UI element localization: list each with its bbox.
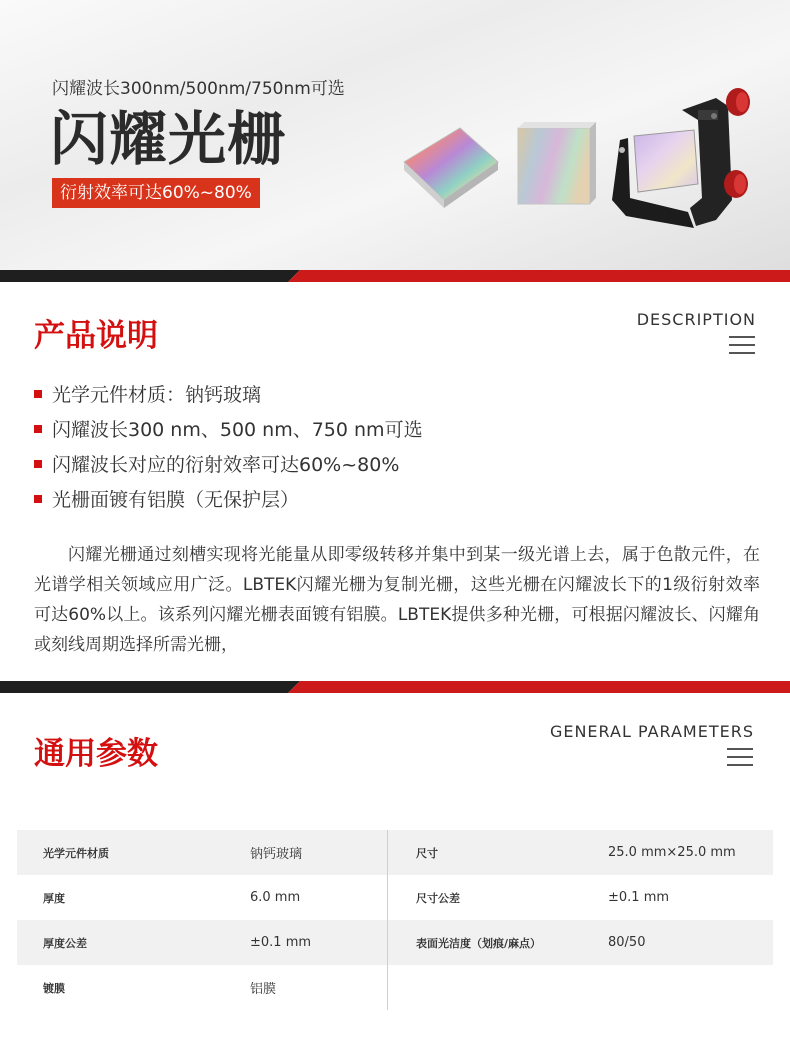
param-value [608,965,773,1010]
param-value: ±0.1 mm [250,920,388,965]
param-value: 铝膜 [250,965,388,1010]
table-row [17,830,773,875]
menu-icon [727,748,753,768]
param-key: 尺寸公差 [388,875,609,920]
hero-title: 闪耀光栅 [50,105,287,173]
param-value: ±0.1 mm [608,875,773,920]
param-value: 钠钙玻璃 [250,830,388,875]
hero-banner [0,0,790,270]
param-value: 6.0 mm [250,875,388,920]
param-key: 尺寸 [388,830,609,875]
param-key: 表面光洁度（划痕/麻点） [388,920,609,965]
description-section-title-en: DESCRIPTION [636,310,756,329]
feature-item: 闪耀波长对应的衍射效率可达60%~80% [34,450,423,485]
bullet-square-icon [34,390,42,398]
param-key [388,965,609,1010]
param-value: 80/50 [608,920,773,965]
params-table [17,830,773,1010]
table-row [17,875,773,920]
divider-dark-segment [0,681,300,693]
params-section-title-en: GENERAL PARAMETERS [549,722,754,741]
bullet-square-icon [34,425,42,433]
param-key: 厚度 [17,875,250,920]
section-divider [0,681,790,693]
description-paragraph: 闪耀光栅通过刻槽实现将光能量从即零级转移并集中到某一级光谱上去，属于色散元件，在光谱学相关领域应用广泛。LBTEK闪耀光栅为复制光栅，这些光栅在闪耀波长下的1级衍射效率可达60%以上。该系列闪耀光栅表面镀有铝膜。LBTEK提供多种光栅，可根据闪耀波长、闪耀角或刻线周期选择所需光栅， [34,545,760,655]
table-row [17,920,773,965]
grating-products-image [398,80,768,250]
divider-red-segment [288,270,790,282]
param-key: 厚度公差 [17,920,250,965]
param-key: 镀膜 [17,965,250,1010]
bullet-square-icon [34,460,42,468]
feature-item: 闪耀波长300 nm、500 nm、750 nm可选 [34,415,423,450]
param-value: 25.0 mm×25.0 mm [608,830,773,875]
description-section-title: 产品说明 [34,318,158,354]
section-divider [0,270,790,282]
divider-dark-segment [0,270,300,282]
divider-red-segment [288,681,790,693]
hero-subtitle: 闪耀波长300nm/500nm/750nm可选 [52,79,345,99]
params-section-title: 通用参数 [34,736,158,772]
menu-icon [729,336,755,356]
hero-badge: 衍射效率可达60%~80% [52,178,260,208]
param-key: 光学元件材质 [17,830,250,875]
feature-item: 光学元件材质：钠钙玻璃 [34,380,423,415]
feature-item: 光栅面镀有铝膜（无保护层） [34,485,423,520]
feature-list [34,380,423,520]
table-row [17,965,773,1010]
bullet-square-icon [34,495,42,503]
